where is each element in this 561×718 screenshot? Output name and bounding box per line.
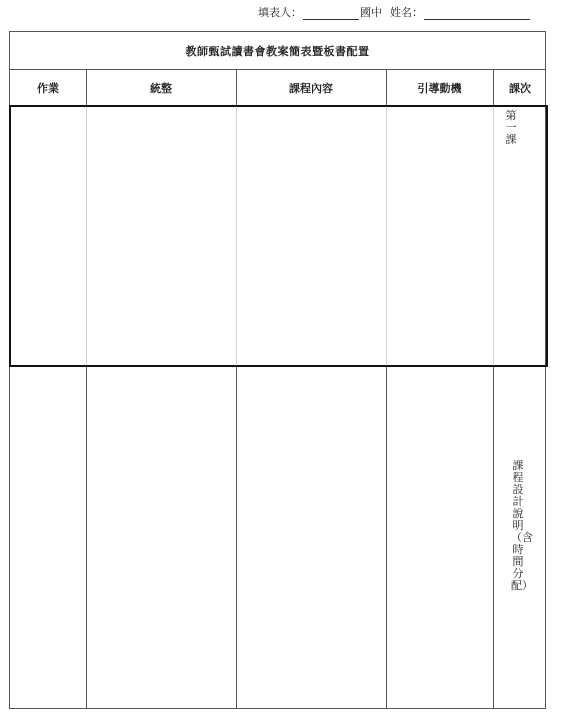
column-header-integration: 統整 (150, 81, 172, 95)
filler-blank[interactable] (303, 7, 359, 20)
lower-divider (386, 366, 387, 708)
lesson-one-label: 第一課 (505, 109, 517, 146)
name-label: 姓名： (390, 6, 423, 19)
header-divider (236, 70, 237, 106)
lesson-plan-table (9, 31, 546, 709)
column-header-row (10, 70, 545, 106)
lower-divider (86, 366, 87, 708)
design-notes-label: 課程設計說明（含時間分配） (511, 459, 533, 592)
form-header (258, 6, 531, 20)
table-title: 教師甄試讀書會教案簡表暨板書配置 (10, 32, 545, 70)
lower-divider (493, 366, 494, 708)
header-divider (493, 70, 494, 106)
lesson-one-block[interactable] (9, 105, 548, 367)
header-divider (386, 70, 387, 106)
header-divider (86, 70, 87, 106)
column-header-lesson: 課次 (509, 81, 531, 95)
lower-divider (236, 366, 237, 708)
school-suffix: 國中 (360, 6, 382, 19)
name-blank[interactable] (424, 7, 530, 20)
column-header-homework: 作業 (37, 81, 59, 95)
column-header-motivation: 引導動機 (417, 81, 462, 95)
column-header-course-content: 課程內容 (289, 81, 333, 95)
filler-label: 填表人： (258, 6, 302, 19)
